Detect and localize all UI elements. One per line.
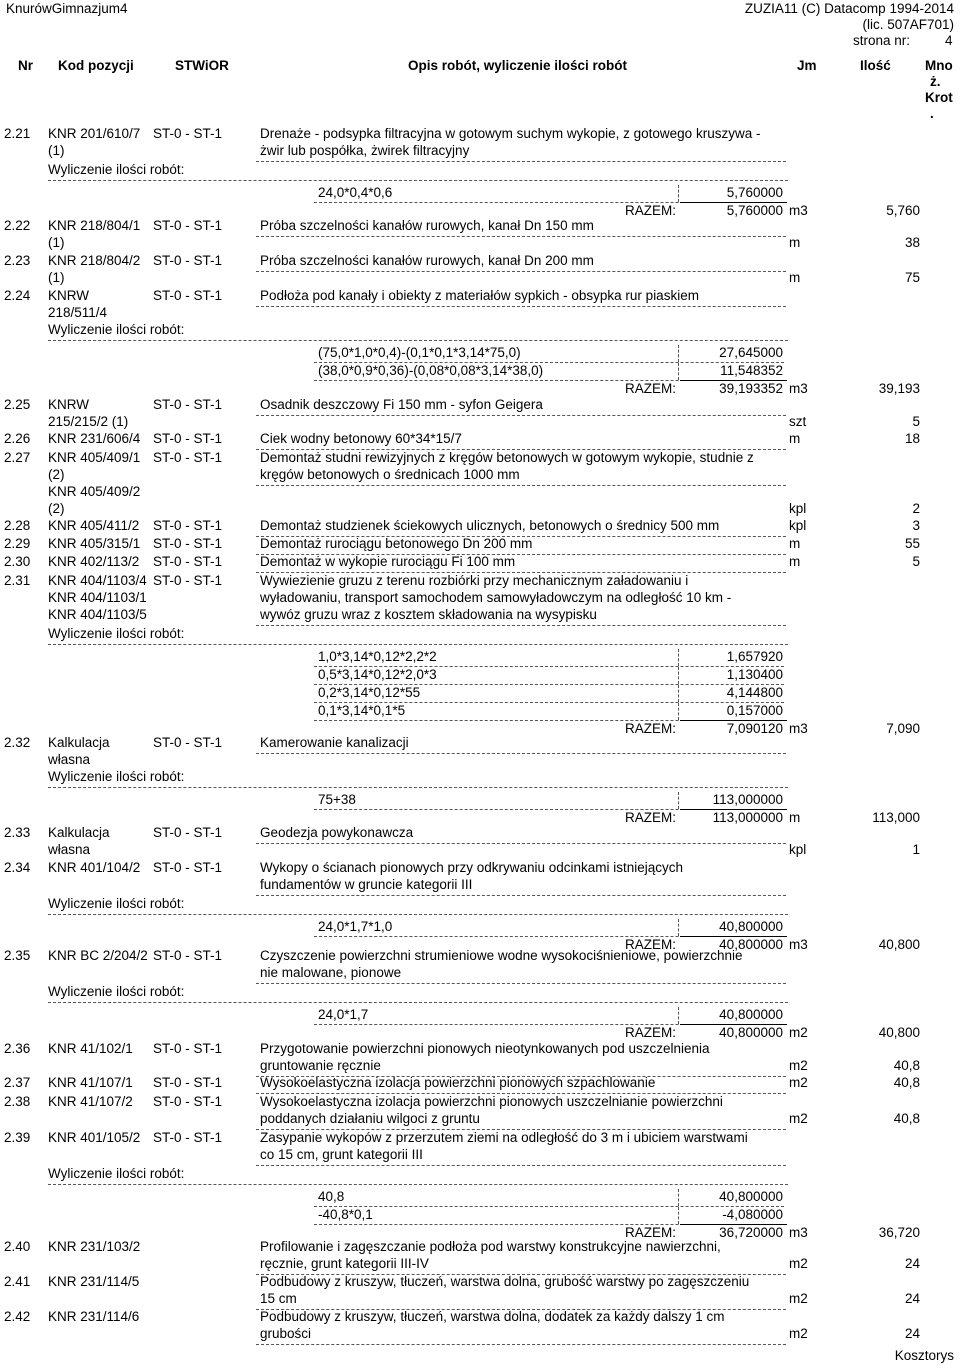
total-label: RAZEM: xyxy=(624,721,676,736)
row-kod: KNR 405/409/1 xyxy=(48,450,141,465)
calc-expression: 24,0*1,7 xyxy=(318,1007,369,1022)
calc-label-rule xyxy=(48,914,788,915)
row-ilosc: 40,8 xyxy=(893,1058,920,1073)
description-rule xyxy=(256,895,786,896)
row-nr: 2.26 xyxy=(4,431,31,446)
total-rule xyxy=(680,809,787,810)
row-opis: co 15 cm, grunt kategorii III xyxy=(260,1147,423,1162)
row-kod: KNR 231/103/2 xyxy=(48,1239,141,1254)
calc-label-rule xyxy=(48,1184,788,1185)
col-jm-header: Jm xyxy=(797,58,817,73)
license-id: (lic. 507AF701) xyxy=(862,17,954,32)
row-opis: Ciek wodny betonowy 60*34*15/7 xyxy=(260,431,462,446)
row-jm: kpl xyxy=(789,518,807,533)
description-rule xyxy=(256,161,786,162)
total-rule xyxy=(680,720,787,721)
calc-expression: (75,0*1,0*0,4)-(0,1*0,1*3,14*75,0) xyxy=(318,345,521,360)
total-label: RAZEM: xyxy=(624,203,676,218)
row-ilosc: 113,000 xyxy=(872,810,920,825)
row-opis: Demontaż studni rewizyjnych z kręgów betonowych w gotowym wykopie, studnie z xyxy=(260,450,754,465)
row-stwior: ST-0 - ST-1 xyxy=(153,536,223,551)
row-kod: KNR 405/411/2 xyxy=(48,518,140,533)
row-stwior: ST-0 - ST-1 xyxy=(153,253,223,268)
row-kod: KNR BC 2/204/2 xyxy=(48,948,148,963)
row-stwior: ST-0 - ST-1 xyxy=(153,431,223,446)
row-nr: 2.27 xyxy=(4,450,31,465)
row-jm: m2 xyxy=(789,1111,808,1126)
row-kod: KNR 405/409/2 xyxy=(48,484,141,499)
calc-label: Wyliczenie ilości robót: xyxy=(48,626,185,641)
row-ilosc: 24 xyxy=(904,1326,920,1341)
row-opis: wyładowaniu, transport samochodem samowyładowczym na odległość 10 km - xyxy=(260,590,732,605)
total-label: RAZEM: xyxy=(624,381,676,396)
calc-separator xyxy=(678,685,679,702)
calc-value: 5,760000 xyxy=(726,185,783,200)
row-kod: KNR 231/114/5 xyxy=(48,1274,140,1289)
row-nr: 2.41 xyxy=(4,1274,31,1289)
row-kod: (2) xyxy=(48,467,65,482)
row-kod: (1) xyxy=(48,235,65,250)
row-ilosc: 55 xyxy=(904,536,920,551)
col-mno-header-2: ż. xyxy=(930,74,941,89)
calc-expression: 75+38 xyxy=(318,792,356,807)
row-stwior: ST-0 - ST-1 xyxy=(153,860,223,875)
row-stwior: ST-0 - ST-1 xyxy=(153,288,223,303)
description-rule xyxy=(256,983,786,984)
row-opis: Próba szczelności kanałów rurowych, kanał Dn 150 mm xyxy=(260,218,594,233)
calc-label: Wyliczenie ilości robót: xyxy=(48,322,185,337)
calc-value: 0,157000 xyxy=(726,703,783,718)
row-nr: 2.25 xyxy=(4,397,31,412)
calc-value: 113,000000 xyxy=(712,792,783,807)
row-kod: KNR 404/1103/4 xyxy=(48,573,147,588)
row-ilosc: 5 xyxy=(912,414,920,429)
row-stwior: ST-0 - ST-1 xyxy=(153,573,223,588)
row-ilosc: 7,090 xyxy=(886,721,920,736)
row-kod: KNR 218/804/1 xyxy=(48,218,141,233)
description-rule xyxy=(256,1344,786,1345)
row-kod: KNR 401/105/2 xyxy=(48,1130,141,1145)
row-nr: 2.32 xyxy=(4,735,31,750)
description-rule xyxy=(256,415,786,416)
row-jm: m xyxy=(789,810,801,825)
total-value: 40,800000 xyxy=(719,937,783,952)
row-kod: KNR 231/606/4 xyxy=(48,431,141,446)
row-opis: Profilowanie i zagęszczanie podłoża pod warstwy konstrukcyjne nawierzchni, xyxy=(260,1239,721,1254)
row-nr: 2.35 xyxy=(4,948,31,963)
row-stwior: ST-0 - ST-1 xyxy=(153,218,223,233)
calc-value: 27,645000 xyxy=(719,345,783,360)
col-ilosc-header: Ilość xyxy=(860,58,891,73)
row-nr: 2.28 xyxy=(4,518,31,533)
row-jm: m3 xyxy=(789,1225,808,1240)
row-stwior: ST-0 - ST-1 xyxy=(153,554,223,569)
row-ilosc: 40,8 xyxy=(893,1075,920,1090)
calc-separator xyxy=(678,1207,679,1224)
description-rule xyxy=(256,236,786,237)
row-ilosc: 40,800 xyxy=(878,937,920,952)
row-nr: 2.40 xyxy=(4,1239,31,1254)
calc-separator xyxy=(678,792,679,809)
calc-label-rule xyxy=(48,1002,788,1003)
calc-value: 40,800000 xyxy=(719,1007,783,1022)
row-jm: m2 xyxy=(789,1291,808,1306)
calc-separator xyxy=(678,703,679,720)
row-opis: 15 cm xyxy=(260,1291,297,1306)
row-opis: fundamentów w gruncie kategorii III xyxy=(260,877,473,892)
calc-label: Wyliczenie ilości robót: xyxy=(48,162,185,177)
row-kod: KNRW xyxy=(48,397,90,412)
row-kod: KNRW xyxy=(48,288,90,303)
row-nr: 2.31 xyxy=(4,573,31,588)
row-opis: Zasypanie wykopów z przerzutem ziemi na odległość do 3 m i ubiciem warstwami xyxy=(260,1130,748,1145)
total-label: RAZEM: xyxy=(624,810,676,825)
row-opis: Podbudowy z kruszyw, tłuczeń, warstwa dolna, dodatek za każdy dalszy 1 cm xyxy=(260,1309,725,1324)
row-stwior: ST-0 - ST-1 xyxy=(153,1130,223,1145)
row-kod: Kalkulacja xyxy=(48,735,110,750)
row-stwior: ST-0 - ST-1 xyxy=(153,1075,223,1090)
row-kod: KNR 402/113/2 xyxy=(48,554,140,569)
calc-label-rule xyxy=(48,180,788,181)
row-nr: 2.33 xyxy=(4,825,31,840)
row-kod: własna xyxy=(48,752,91,767)
row-stwior: ST-0 - ST-1 xyxy=(153,397,223,412)
row-opis: Demontaż w wykopie rurociągu Fi 100 mm xyxy=(260,554,516,569)
row-kod: KNR 218/804/2 xyxy=(48,253,141,268)
calc-label: Wyliczenie ilości robót: xyxy=(48,984,185,999)
total-value: 36,720000 xyxy=(719,1225,783,1240)
row-nr: 2.22 xyxy=(4,218,31,233)
calc-separator xyxy=(678,919,679,936)
calc-label: Wyliczenie ilości robót: xyxy=(48,769,185,784)
col-nr-header: Nr xyxy=(18,58,34,73)
row-kod: 215/215/2 (1) xyxy=(48,414,129,429)
row-opis: wywóz gruzu wraz z kosztem składowania na wysypisku xyxy=(260,607,597,622)
row-nr: 2.24 xyxy=(4,288,31,303)
row-opis: poddanych działaniu wilgoci z gruntu xyxy=(260,1111,480,1126)
description-rule xyxy=(256,485,786,486)
total-label: RAZEM: xyxy=(624,1225,676,1240)
row-ilosc: 39,193 xyxy=(878,381,920,396)
row-nr: 2.21 xyxy=(4,126,31,141)
row-kod: KNR 405/315/1 xyxy=(48,536,141,551)
total-value: 40,800000 xyxy=(719,1025,783,1040)
total-value: 5,760000 xyxy=(726,203,783,218)
row-jm: kpl xyxy=(789,842,807,857)
calc-separator xyxy=(678,345,679,362)
total-rule xyxy=(680,936,787,937)
description-rule xyxy=(256,271,786,272)
row-opis: Wysokoelastyczna izolacja powierzchni pionowych szpachlowanie xyxy=(260,1075,656,1090)
row-kod: KNR 41/107/2 xyxy=(48,1094,133,1109)
description-rule xyxy=(256,625,786,626)
row-kod: Kalkulacja xyxy=(48,825,110,840)
row-ilosc: 40,8 xyxy=(893,1111,920,1126)
calc-separator xyxy=(678,667,679,684)
row-nr: 2.29 xyxy=(4,536,31,551)
row-ilosc: 75 xyxy=(904,270,920,285)
description-rule xyxy=(256,1165,786,1166)
col-stwior-header: STWiOR xyxy=(175,58,229,73)
calc-label: Wyliczenie ilości robót: xyxy=(48,1166,185,1181)
row-opis: Podłoża pod kanały i obiekty z materiałów sypkich - obsypka rur piaskiem xyxy=(260,288,699,303)
row-jm: kpl xyxy=(789,501,807,516)
description-rule xyxy=(256,753,786,754)
row-opis: Drenaże - podsypka filtracyjna w gotowym suchym wykopie, z gotowego kruszywa - xyxy=(260,126,761,141)
calc-separator xyxy=(678,363,679,380)
total-label: RAZEM: xyxy=(624,1025,676,1040)
row-jm: m2 xyxy=(789,1326,808,1341)
col-kod-header: Kod pozycji xyxy=(58,58,134,73)
row-opis: Kamerowanie kanalizacji xyxy=(260,735,409,750)
row-ilosc: 5,760 xyxy=(886,203,920,218)
row-jm: m2 xyxy=(789,1058,808,1073)
row-jm: m2 xyxy=(789,1075,808,1090)
row-opis: nie malowane, pionowe xyxy=(260,965,402,980)
total-label: RAZEM: xyxy=(624,937,676,952)
row-stwior: ST-0 - ST-1 xyxy=(153,1041,223,1056)
row-nr: 2.42 xyxy=(4,1309,31,1324)
row-kod: (2) xyxy=(48,501,65,516)
calc-expression: 0,5*3,14*0,12*2,0*3 xyxy=(318,667,437,682)
row-opis: Wysokoelastyczna izolacja powierzchni pionowych uszczelnianie powierzchni xyxy=(260,1094,723,1109)
row-opis: Próba szczelności kanałów rurowych, kanał Dn 200 mm xyxy=(260,253,594,268)
row-jm: m xyxy=(789,431,801,446)
col-mno-header-3: Krot xyxy=(925,90,953,105)
description-rule xyxy=(256,306,786,307)
row-jm: m xyxy=(789,536,801,551)
row-jm: m3 xyxy=(789,721,808,736)
row-ilosc: 5 xyxy=(912,554,920,569)
row-jm: m3 xyxy=(789,937,808,952)
calc-value: 11,548352 xyxy=(720,363,783,378)
row-nr: 2.39 xyxy=(4,1130,31,1145)
row-jm: m3 xyxy=(789,381,808,396)
col-mno-header-1: Mno xyxy=(925,58,953,73)
row-stwior: ST-0 - ST-1 xyxy=(153,518,223,533)
calc-value: -4,080000 xyxy=(722,1207,783,1222)
row-opis: grubości xyxy=(260,1326,312,1341)
project-name: KnurówGimnazjum4 xyxy=(6,1,128,16)
row-stwior: ST-0 - ST-1 xyxy=(153,450,223,465)
row-kod: KNR 201/610/7 xyxy=(48,126,141,141)
calc-separator xyxy=(678,185,679,202)
row-kod: KNR 41/107/1 xyxy=(48,1075,133,1090)
row-opis: Geodezja powykonawcza xyxy=(260,825,414,840)
calc-value: 4,144800 xyxy=(726,685,783,700)
page-number: 4 xyxy=(945,33,953,48)
calc-value: 40,800000 xyxy=(719,1189,783,1204)
row-stwior: ST-0 - ST-1 xyxy=(153,825,223,840)
calc-value: 1,130400 xyxy=(726,667,783,682)
col-opis-header: Opis robót, wyliczenie ilości robót xyxy=(408,58,628,73)
calc-separator xyxy=(678,649,679,666)
row-kod: KNR 41/102/1 xyxy=(48,1041,133,1056)
row-ilosc: 40,800 xyxy=(878,1025,920,1040)
row-opis: Demontaż studzienek ściekowych ulicznych, betonowych o średnicy 500 mm xyxy=(260,518,720,533)
row-opis: Wykopy o ścianach pionowych przy odkrywaniu odcinkami istniejących xyxy=(260,860,684,875)
row-opis: gruntowanie ręcznie xyxy=(260,1058,381,1073)
total-rule xyxy=(680,202,787,203)
row-ilosc: 36,720 xyxy=(878,1225,920,1240)
row-opis: Podbudowy z kruszyw, tłuczeń, warstwa dolna, grubość warstwy po zagęszczeniu xyxy=(260,1274,750,1289)
row-ilosc: 24 xyxy=(904,1256,920,1271)
row-opis: ręcznie, grunt kategorii III-IV xyxy=(260,1256,429,1271)
row-stwior: ST-0 - ST-1 xyxy=(153,948,223,963)
row-opis: Wywiezienie gruzu z terenu rozbiórki przy mechanicznym załadowaniu i xyxy=(260,573,689,588)
row-nr: 2.37 xyxy=(4,1075,31,1090)
row-opis: żwir lub pospółka, żwirek filtracyjny xyxy=(260,143,470,158)
row-jm: m xyxy=(789,235,801,250)
software-credit: ZUZIA11 (C) Datacomp 1994-2014 xyxy=(744,1,954,16)
total-rule xyxy=(680,1024,787,1025)
calc-label: Wyliczenie ilości robót: xyxy=(48,896,185,911)
total-value: 113,000000 xyxy=(712,810,783,825)
row-opis: Osadnik deszczowy Fi 150 mm - syfon Geigera xyxy=(260,397,543,412)
row-nr: 2.23 xyxy=(4,253,31,268)
calc-separator xyxy=(678,1189,679,1206)
row-kod: KNR 404/1103/5 xyxy=(48,607,147,622)
page-number-label: strona nr: xyxy=(853,33,911,48)
calc-expression: 1,0*3,14*0,12*2,2*2 xyxy=(318,649,437,664)
row-nr: 2.30 xyxy=(4,554,31,569)
calc-expression: 24,0*0,4*0,6 xyxy=(318,185,393,200)
col-mno-header-4: . xyxy=(930,106,934,121)
row-kod: KNR 401/104/2 xyxy=(48,860,141,875)
row-ilosc: 24 xyxy=(904,1291,920,1306)
row-stwior: ST-0 - ST-1 xyxy=(153,735,223,750)
calc-expression: -40,8*0,1 xyxy=(318,1207,373,1222)
total-rule xyxy=(680,1224,787,1225)
row-ilosc: 3 xyxy=(912,518,920,533)
total-rule xyxy=(680,380,787,381)
calc-expression: 0,1*3,14*0,1*5 xyxy=(318,703,406,718)
row-jm: m2 xyxy=(789,1256,808,1271)
row-kod: własna xyxy=(48,842,91,857)
calc-value: 40,800000 xyxy=(719,919,783,934)
row-opis: kręgów betonowych o średnicach 1000 mm xyxy=(260,467,520,482)
row-opis: Przygotowanie powierzchni pionowych nieotynkowanych pod uszczelnienia xyxy=(260,1041,710,1056)
row-ilosc: 18 xyxy=(904,431,920,446)
calc-expression: (38,0*0,9*0,36)-(0,08*0,08*3,14*38,0) xyxy=(318,363,544,378)
calc-expression: 0,2*3,14*0,12*55 xyxy=(318,685,421,700)
row-stwior: ST-0 - ST-1 xyxy=(153,126,223,141)
row-kod: 218/511/4 xyxy=(48,305,108,320)
footer-label: Kosztorys xyxy=(894,1348,954,1363)
total-value: 39,193352 xyxy=(719,381,783,396)
row-kod: KNR 404/1103/1 xyxy=(48,590,147,605)
description-rule xyxy=(256,843,786,844)
calc-separator xyxy=(678,1007,679,1024)
row-jm: szt xyxy=(789,414,807,429)
row-ilosc: 1 xyxy=(912,842,920,857)
row-jm: m xyxy=(789,554,801,569)
calc-label-rule xyxy=(48,340,788,341)
row-nr: 2.36 xyxy=(4,1041,31,1056)
row-jm: m2 xyxy=(789,1025,808,1040)
calc-value: 1,657920 xyxy=(726,649,783,664)
calc-expression: 40,8 xyxy=(318,1189,345,1204)
row-ilosc: 38 xyxy=(904,235,920,250)
row-opis: Demontaż rurociągu betonowego Dn 200 mm xyxy=(260,536,533,551)
calc-label-rule xyxy=(48,644,788,645)
row-ilosc: 2 xyxy=(912,501,920,516)
calc-label-rule xyxy=(48,787,788,788)
row-nr: 2.38 xyxy=(4,1094,31,1109)
row-kod: (1) xyxy=(48,270,65,285)
calc-rule xyxy=(314,1206,784,1207)
row-kod: (1) xyxy=(48,143,65,158)
row-jm: m3 xyxy=(789,203,808,218)
row-nr: 2.34 xyxy=(4,860,31,875)
total-value: 7,090120 xyxy=(726,721,783,736)
row-stwior: ST-0 - ST-1 xyxy=(153,1094,223,1109)
row-kod: KNR 231/114/6 xyxy=(48,1309,140,1324)
row-jm: m xyxy=(789,270,801,285)
calc-expression: 24,0*1,7*1,0 xyxy=(318,919,393,934)
row-opis: Czyszczenie powierzchni strumieniowe wodne wysokociśnieniowe, powierzchnie xyxy=(260,948,743,963)
